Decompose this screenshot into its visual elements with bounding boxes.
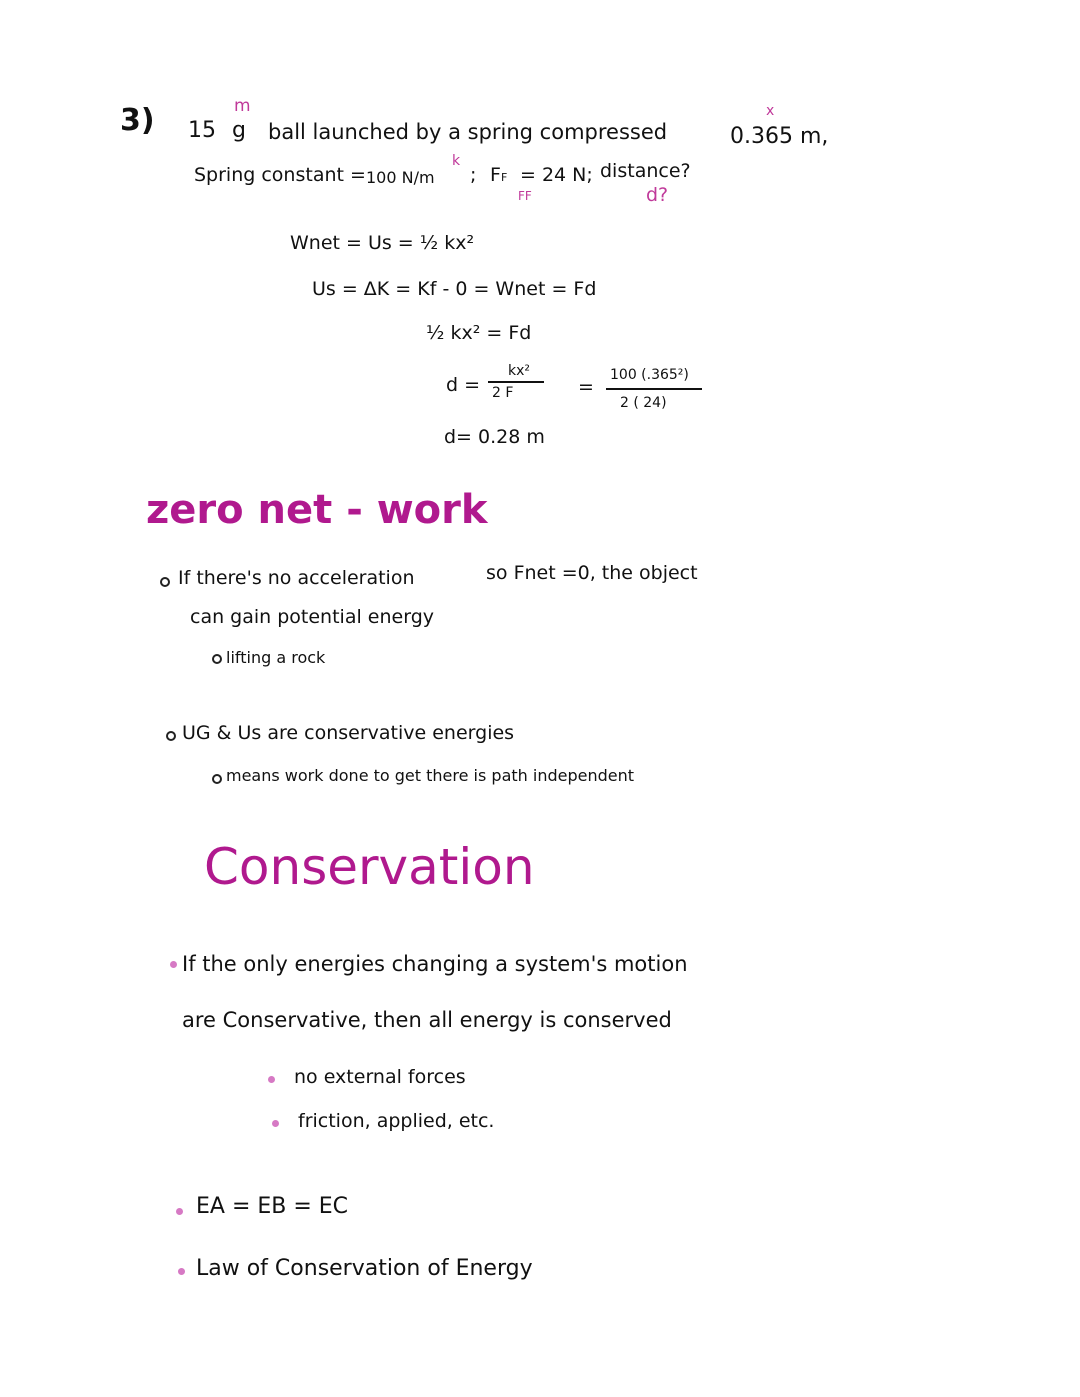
- ff-symbol: FF: [490, 164, 508, 186]
- section-title-zero-net-work: zero net - work: [146, 487, 488, 533]
- zero-b1-sub: lifting a rock: [226, 648, 326, 667]
- bullet-icon: [272, 1120, 279, 1127]
- x-annotation: x: [766, 103, 775, 119]
- equals-sign: =: [578, 376, 594, 398]
- bullet-icon: [268, 1076, 275, 1083]
- result: d= 0.28 m: [444, 426, 545, 448]
- work-line3: ½ kx² = Fd: [426, 322, 532, 344]
- frac2-line: [606, 388, 702, 390]
- cons-b3: Law of Conservation of Energy: [196, 1256, 533, 1281]
- k-annotation: k: [452, 153, 461, 169]
- bullet-icon: [160, 577, 170, 587]
- ff-value: = 24 N;: [520, 164, 593, 186]
- cons-b1-line1: If the only energies changing a system's motion: [182, 952, 688, 976]
- work-line1: Wnet = Us = ½ kx²: [290, 232, 475, 254]
- separator: ;: [470, 164, 477, 186]
- distance-x-value: 0.365 m,: [730, 124, 829, 149]
- work-line2: Us = ΔK = Kf - 0 = Wnet = Fd: [312, 278, 597, 300]
- zero-b2-line1: UG & Us are conservative energies: [182, 722, 515, 744]
- d-prefix: d =: [446, 374, 481, 396]
- zero-b2-sub: means work done to get there is path independent: [226, 766, 635, 785]
- zero-b1-line1a: If there's no acceleration: [178, 567, 415, 589]
- section-title-conservation: Conservation: [204, 838, 535, 896]
- mass-annotation: m: [234, 96, 251, 116]
- frac2-denominator: 2 ( 24): [620, 395, 667, 411]
- cons-sub2: friction, applied, etc.: [298, 1110, 495, 1132]
- d-annotation: d?: [646, 184, 669, 206]
- cons-b1-line2: are Conservative, then all energy is conserved: [182, 1008, 672, 1032]
- cons-sub1: no external forces: [294, 1066, 466, 1088]
- frac1-denominator: 2 F: [492, 385, 514, 401]
- k-value: 100 N/m: [366, 168, 435, 187]
- ff-annotation: FF: [518, 189, 532, 203]
- mass-unit: g: [232, 118, 246, 143]
- distance-question: distance?: [600, 160, 691, 182]
- problem-number: 3): [120, 103, 155, 138]
- zero-b1-line2: can gain potential energy: [190, 606, 434, 628]
- frac1-numerator: kx²: [508, 363, 531, 379]
- bullet-icon: [212, 654, 222, 664]
- bullet-icon: [166, 731, 176, 741]
- frac1-line: [488, 381, 544, 383]
- zero-b1-line1b: so Fnet =0, the object: [486, 562, 698, 584]
- mass-value: 15: [188, 118, 216, 143]
- problem-line1: ball launched by a spring compressed: [268, 120, 668, 144]
- bullet-icon: [170, 961, 177, 968]
- bullet-icon: [178, 1268, 185, 1275]
- bullet-icon: [176, 1208, 183, 1215]
- bullet-icon: [212, 774, 222, 784]
- cons-b2: EA = EB = EC: [196, 1194, 349, 1219]
- spring-constant-label: Spring constant =: [194, 164, 366, 186]
- frac2-numerator: 100 (.365²): [610, 367, 689, 383]
